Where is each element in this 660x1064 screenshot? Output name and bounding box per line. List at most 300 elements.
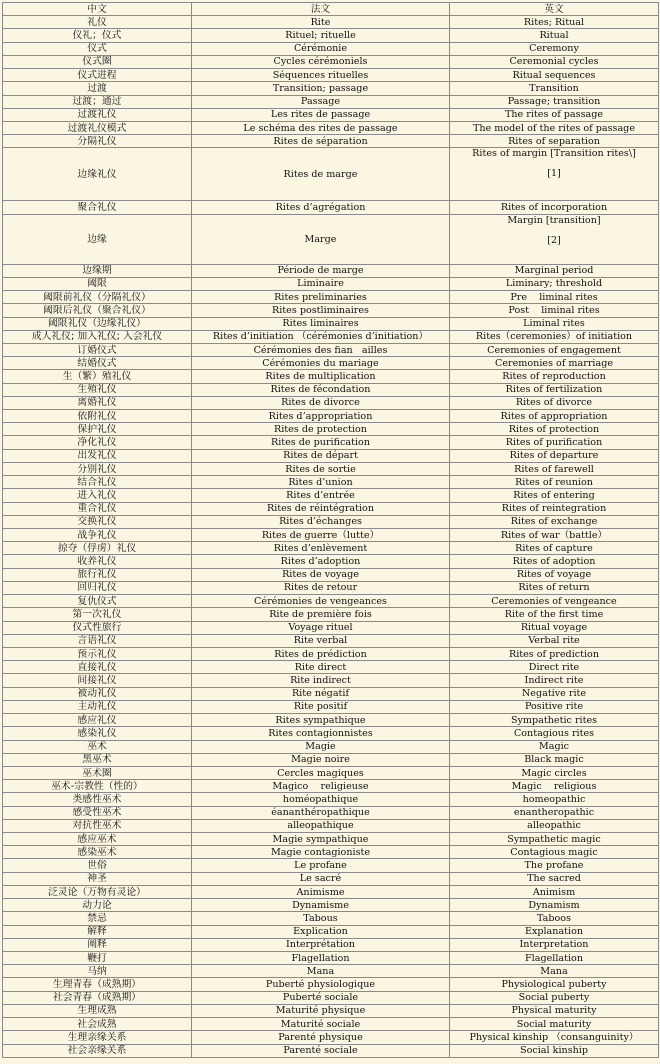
cell-chinese: 边缘 [3, 214, 192, 264]
cell-french: Rites d’appropriation [192, 410, 450, 423]
cell-english: Rites of farewell [450, 462, 659, 475]
cell-french: Période de marge [192, 264, 450, 277]
cell-french: Rites de protection [192, 423, 450, 436]
cell-french: Rite positif [192, 700, 450, 713]
cell-french: Rites de départ [192, 449, 450, 462]
cell-french: Cycles cérémoniels [192, 55, 450, 68]
cell-english: Rites of war（battle） [450, 529, 659, 542]
cell-english: Rites of reproduction [450, 370, 659, 383]
table-row [3, 436, 659, 449]
cell-french: Rites preliminaries [192, 291, 450, 304]
cell-french: Rites d’adoption [192, 555, 450, 568]
table-row [3, 925, 659, 938]
cell-chinese: 马纳 [3, 965, 192, 978]
cell-french: alleopathique [192, 819, 450, 832]
cell-chinese: 过渡礼仪 [3, 108, 192, 121]
cell-french: Rites de guerre（lutte） [192, 529, 450, 542]
cell-chinese: 巫术-宗教性（性的） [3, 780, 192, 793]
cell-chinese: 分隔礼仪 [3, 135, 192, 148]
table-row [3, 819, 659, 832]
cell-french: Rite de première fois [192, 608, 450, 621]
cell-english: Marginal period [450, 264, 659, 277]
cell-english: Magic circles [450, 766, 659, 779]
cell-english: Taboos [450, 912, 659, 925]
cell-chinese: 类感性巫术 [3, 793, 192, 806]
cell-french: Rites de séparation [192, 135, 450, 148]
cell-chinese: 进入礼仪 [3, 489, 192, 502]
cell-chinese: 交换礼仪 [3, 515, 192, 528]
cell-french: Maturité physique [192, 1004, 450, 1017]
cell-english: Rites of fertilization [450, 383, 659, 396]
cell-french: Liminaire [192, 277, 450, 290]
cell-french: Rites postliminaires [192, 304, 450, 317]
cell-english: Social kinship [450, 1044, 659, 1057]
table-row [3, 727, 659, 740]
cell-french: Rites d’échanges [192, 515, 450, 528]
cell-english: Mana [450, 965, 659, 978]
cell-french: Parenté sociale [192, 1044, 450, 1057]
cell-english: Verbal rite [450, 634, 659, 647]
cell-chinese: 解释 [3, 925, 192, 938]
cell-french: Rites de purification [192, 436, 450, 449]
cell-french: Séquences rituelles [192, 69, 450, 82]
glossary-table [2, 2, 659, 1058]
cell-chinese: 世俗 [3, 859, 192, 872]
table-row [3, 780, 659, 793]
table-row [3, 542, 659, 555]
table-row [3, 489, 659, 502]
table-row [3, 806, 659, 819]
cell-chinese: 主动礼仪 [3, 700, 192, 713]
cell-english: Liminal rites [450, 317, 659, 330]
table-row [3, 396, 659, 409]
cell-french: Rites de marge [192, 148, 450, 201]
cell-chinese: 社会青春（成熟期） [3, 991, 192, 1004]
table-row [3, 621, 659, 634]
cell-english: Indirect rite [450, 674, 659, 687]
table-row [3, 42, 659, 55]
cell-english: homeopathic [450, 793, 659, 806]
table-row [3, 965, 659, 978]
cell-chinese: 战争礼仪 [3, 529, 192, 542]
cell-english: Dynamism [450, 899, 659, 912]
cell-french: homéopathique [192, 793, 450, 806]
cell-chinese: 旅行礼仪 [3, 568, 192, 581]
cell-chinese: 预示礼仪 [3, 647, 192, 660]
cell-chinese: 感受性巫术 [3, 806, 192, 819]
cell-chinese: 成人礼仪; 加入礼仪; 入会礼仪 [3, 330, 192, 343]
cell-english: Ceremonies of vengeance [450, 595, 659, 608]
cell-chinese: 黑巫术 [3, 753, 192, 766]
table-row [3, 753, 659, 766]
cell-chinese: 结婚仪式 [3, 357, 192, 370]
cell-chinese: 收养礼仪 [3, 555, 192, 568]
table-row [3, 69, 659, 82]
table-row [3, 529, 659, 542]
header-english: 英文 [450, 3, 659, 16]
cell-french: Puberté sociale [192, 991, 450, 1004]
cell-english: Social maturity [450, 1018, 659, 1031]
table-row [3, 991, 659, 1004]
table-row [3, 634, 659, 647]
cell-chinese: 阈限后礼仪（聚合礼仪） [3, 304, 192, 317]
table-row [3, 1031, 659, 1044]
cell-chinese: 阈限前礼仪（分隔礼仪） [3, 291, 192, 304]
cell-english: Physical maturity [450, 1004, 659, 1017]
cell-chinese: 过渡礼仪模式 [3, 121, 192, 134]
cell-chinese: 鞭打 [3, 952, 192, 965]
cell-chinese: 聚合礼仪 [3, 201, 192, 214]
cell-chinese: 感应巫术 [3, 833, 192, 846]
cell-chinese: 第一次礼仪 [3, 608, 192, 621]
cell-english: Rites of prediction [450, 647, 659, 660]
cell-french: Magie sympathique [192, 833, 450, 846]
table-row [3, 201, 659, 214]
cell-english: Black magic [450, 753, 659, 766]
cell-chinese: 仪式进程 [3, 69, 192, 82]
cell-chinese: 直接礼仪 [3, 661, 192, 674]
cell-chinese: 生殖礼仪 [3, 383, 192, 396]
footnote-ref[interactable]: [1] [547, 168, 561, 180]
table-row [3, 952, 659, 965]
cell-english: Physiological puberty [450, 978, 659, 991]
cell-french: Rites de fécondation [192, 383, 450, 396]
cell-chinese: 回归礼仪 [3, 581, 192, 594]
cell-english: Magic [450, 740, 659, 753]
cell-english-text: Margin [transition] [507, 214, 601, 226]
table-row [3, 264, 659, 277]
cell-chinese: 感染礼仪 [3, 727, 192, 740]
cell-chinese: 言语礼仪 [3, 634, 192, 647]
cell-english: Rites of divorce [450, 396, 659, 409]
cell-chinese: 边缘期 [3, 264, 192, 277]
cell-french: Rites d’agrégation [192, 201, 450, 214]
table-row [3, 515, 659, 528]
cell-french: Rite [192, 16, 450, 29]
cell-french: Explication [192, 925, 450, 938]
cell-french: Le schéma des rites de passage [192, 121, 450, 134]
cell-english: Rites of exchange [450, 515, 659, 528]
cell-english [450, 148, 659, 201]
table-row [3, 304, 659, 317]
cell-chinese: 禁忌 [3, 912, 192, 925]
table-row [3, 423, 659, 436]
cell-english: Ritual sequences [450, 69, 659, 82]
cell-english: Physical kinship （consanguinity） [450, 1031, 659, 1044]
cell-chinese: 结合礼仪 [3, 476, 192, 489]
table-row [3, 581, 659, 594]
table-row [3, 714, 659, 727]
table-row [3, 899, 659, 912]
cell-french: Cérémonies du mariage [192, 357, 450, 370]
cell-english: Contagious magic [450, 846, 659, 859]
table-row [3, 95, 659, 108]
cell-english: alleopathic [450, 819, 659, 832]
cell-chinese: 净化礼仪 [3, 436, 192, 449]
footnote-ref[interactable]: [2] [547, 234, 561, 246]
cell-english [450, 214, 659, 264]
cell-chinese: 阈限礼仪（边缘礼仪） [3, 317, 192, 330]
cell-chinese: 礼仪 [3, 16, 192, 29]
cell-french: Maturité sociale [192, 1018, 450, 1031]
cell-chinese: 感应礼仪 [3, 714, 192, 727]
cell-chinese: 巫术 [3, 740, 192, 753]
table-row [3, 938, 659, 951]
cell-chinese: 复仇仪式 [3, 595, 192, 608]
table-row [3, 608, 659, 621]
cell-chinese: 对抗性巫术 [3, 819, 192, 832]
cell-french: Flagellation [192, 952, 450, 965]
table-row [3, 846, 659, 859]
table-row [3, 410, 659, 423]
table-row [3, 740, 659, 753]
cell-english: Passage; transition [450, 95, 659, 108]
cell-french: Rites d’union [192, 476, 450, 489]
cell-english: Magic religious [450, 780, 659, 793]
cell-english: Rites of departure [450, 449, 659, 462]
cell-english: The model of the rites of passage [450, 121, 659, 134]
table-row [3, 277, 659, 290]
cell-english: Contagious rites [450, 727, 659, 740]
cell-english: Flagellation [450, 952, 659, 965]
cell-english: Rites of entering [450, 489, 659, 502]
cell-french: Dynamisme [192, 899, 450, 912]
cell-french: Transition; passage [192, 82, 450, 95]
cell-chinese: 神圣 [3, 872, 192, 885]
cell-french: Rites d’initiation （cérémonies d’initiation） [192, 330, 450, 343]
header-chinese: 中文 [3, 3, 192, 16]
cell-french: Cérémonies des fian ailles [192, 343, 450, 356]
cell-english: Rites of purification [450, 436, 659, 449]
cell-chinese: 出发礼仪 [3, 449, 192, 462]
cell-chinese: 生理亲缘关系 [3, 1031, 192, 1044]
cell-english-text: Rites of margin [Transition rites\] [472, 148, 636, 160]
cell-chinese: 离婚礼仪 [3, 396, 192, 409]
table-row [3, 330, 659, 343]
cell-english: Rites of voyage [450, 568, 659, 581]
table-row [3, 595, 659, 608]
cell-english: Rites of return [450, 581, 659, 594]
cell-english: Rites of protection [450, 423, 659, 436]
table-row [3, 872, 659, 885]
cell-english: Rite of the first time [450, 608, 659, 621]
cell-french: Cercles magiques [192, 766, 450, 779]
cell-english: Rites of appropriation [450, 410, 659, 423]
cell-french: Rituel; rituelle [192, 29, 450, 42]
cell-chinese: 仪式 [3, 42, 192, 55]
cell-french: Le profane [192, 859, 450, 872]
cell-chinese: 过渡；通过 [3, 95, 192, 108]
cell-french: Magico religieuse [192, 780, 450, 793]
table-row [3, 661, 659, 674]
table-row [3, 55, 659, 68]
cell-chinese: 重合礼仪 [3, 502, 192, 515]
table-row [3, 859, 659, 872]
table-row [3, 449, 659, 462]
table-body [3, 16, 659, 1058]
table-row [3, 568, 659, 581]
cell-french: Tabous [192, 912, 450, 925]
cell-chinese: 社会成熟 [3, 1018, 192, 1031]
cell-chinese: 边缘礼仪 [3, 148, 192, 201]
table-row [3, 317, 659, 330]
cell-french: éananthéropathique [192, 806, 450, 819]
cell-chinese: 依附礼仪 [3, 410, 192, 423]
table-row [3, 16, 659, 29]
cell-french: Cérémonies de vengeances [192, 595, 450, 608]
table-row [3, 647, 659, 660]
cell-french: Rites d’enlèvement [192, 542, 450, 555]
cell-english: The profane [450, 859, 659, 872]
cell-chinese: 保护礼仪 [3, 423, 192, 436]
cell-chinese: 生理成熟 [3, 1004, 192, 1017]
cell-french: Rites de sortie [192, 462, 450, 475]
cell-english: Post liminal rites [450, 304, 659, 317]
table-row [3, 383, 659, 396]
cell-chinese: 间接礼仪 [3, 674, 192, 687]
table-row [3, 357, 659, 370]
cell-french: Voyage rituel [192, 621, 450, 634]
cell-english: Ritual [450, 29, 659, 42]
cell-english: The sacred [450, 872, 659, 885]
cell-english: Ritual voyage [450, 621, 659, 634]
table-row [3, 476, 659, 489]
cell-english: Rites of separation [450, 135, 659, 148]
cell-chinese: 生理青春（成熟期） [3, 978, 192, 991]
table-row [3, 978, 659, 991]
cell-chinese: 仪式圈 [3, 55, 192, 68]
cell-french: Rite négatif [192, 687, 450, 700]
cell-english: Rites of incorporation [450, 201, 659, 214]
cell-chinese: 泛灵论（万物有灵论） [3, 885, 192, 898]
cell-french: Cérémonie [192, 42, 450, 55]
cell-french: Rite direct [192, 661, 450, 674]
cell-chinese: 阐释 [3, 938, 192, 951]
cell-english: Explanation [450, 925, 659, 938]
cell-french: Magie contagioniste [192, 846, 450, 859]
cell-french: Rites de retour [192, 581, 450, 594]
cell-chinese: 社会亲缘关系 [3, 1044, 192, 1057]
cell-french: Les rites de passage [192, 108, 450, 121]
header-row [3, 3, 659, 16]
cell-french: Rites contagionnistes [192, 727, 450, 740]
table-row [3, 885, 659, 898]
cell-chinese: 仪礼；仪式 [3, 29, 192, 42]
cell-english: Negative rite [450, 687, 659, 700]
table-row [3, 555, 659, 568]
cell-english: Rites of adoption [450, 555, 659, 568]
cell-french: Rite verbal [192, 634, 450, 647]
cell-chinese: 被动礼仪 [3, 687, 192, 700]
table-row [3, 29, 659, 42]
table-row [3, 108, 659, 121]
table-row [3, 502, 659, 515]
cell-french: Rites de divorce [192, 396, 450, 409]
cell-french: Rites sympathique [192, 714, 450, 727]
cell-chinese: 感染巫术 [3, 846, 192, 859]
cell-chinese: 阈限 [3, 277, 192, 290]
cell-french: Rites de prédiction [192, 647, 450, 660]
table-row [3, 1018, 659, 1031]
table-row [3, 82, 659, 95]
header-french: 法文 [192, 3, 450, 16]
cell-english: Rites of capture [450, 542, 659, 555]
cell-english: Interpretation [450, 938, 659, 951]
cell-english: Rites; Ritual [450, 16, 659, 29]
cell-french: Rites de réintégration [192, 502, 450, 515]
table-row [3, 121, 659, 134]
cell-english: Pre liminal rites [450, 291, 659, 304]
table-row [3, 291, 659, 304]
cell-french: Passage [192, 95, 450, 108]
cell-english: Ceremony [450, 42, 659, 55]
cell-english: Rites of reunion [450, 476, 659, 489]
cell-french: Le sacré [192, 872, 450, 885]
cell-english: Sympathetic magic [450, 833, 659, 846]
cell-english: Social puberty [450, 991, 659, 1004]
cell-french: Animisme [192, 885, 450, 898]
cell-french: Rites de multiplication [192, 370, 450, 383]
cell-french: Magie [192, 740, 450, 753]
cell-english: Rites（ceremonies）of initiation [450, 330, 659, 343]
cell-english: Liminary; threshold [450, 277, 659, 290]
cell-chinese: 掠夺（俘虏）礼仪 [3, 542, 192, 555]
cell-english: The rites of passage [450, 108, 659, 121]
cell-french: Rites d’entrée [192, 489, 450, 502]
table-row [3, 833, 659, 846]
cell-chinese: 生（繁）殖礼仪 [3, 370, 192, 383]
cell-english: Ceremonies of marriage [450, 357, 659, 370]
table-row [3, 766, 659, 779]
cell-english: Animism [450, 885, 659, 898]
cell-chinese: 分别礼仪 [3, 462, 192, 475]
cell-french: Parenté physique [192, 1031, 450, 1044]
cell-chinese: 订婚仪式 [3, 343, 192, 356]
cell-french: Interprétation [192, 938, 450, 951]
cell-english: enantheropathic [450, 806, 659, 819]
cell-french: Mana [192, 965, 450, 978]
cell-french: Magie noire [192, 753, 450, 766]
cell-english: Ceremonial cycles [450, 55, 659, 68]
table-row [3, 1004, 659, 1017]
cell-english: Direct rite [450, 661, 659, 674]
table-row [3, 912, 659, 925]
table-row [3, 674, 659, 687]
table-row [3, 343, 659, 356]
cell-english: Transition [450, 82, 659, 95]
table-row [3, 462, 659, 475]
cell-english: Positive rite [450, 700, 659, 713]
table-row [3, 793, 659, 806]
table-row [3, 135, 659, 148]
table-row [3, 700, 659, 713]
cell-chinese: 巫术圈 [3, 766, 192, 779]
cell-chinese: 仪式性旅行 [3, 621, 192, 634]
table-row [3, 370, 659, 383]
table-row [3, 1044, 659, 1057]
cell-french: Rites de voyage [192, 568, 450, 581]
cell-english: Rites of reintegration [450, 502, 659, 515]
table-row [3, 687, 659, 700]
cell-chinese: 过渡 [3, 82, 192, 95]
cell-french: Puberté physiologique [192, 978, 450, 991]
cell-english: Ceremonies of engagement [450, 343, 659, 356]
cell-french: Marge [192, 214, 450, 264]
table-row [3, 148, 659, 201]
cell-french: Rite indirect [192, 674, 450, 687]
cell-english: Sympathetic rites [450, 714, 659, 727]
table-row [3, 214, 659, 264]
